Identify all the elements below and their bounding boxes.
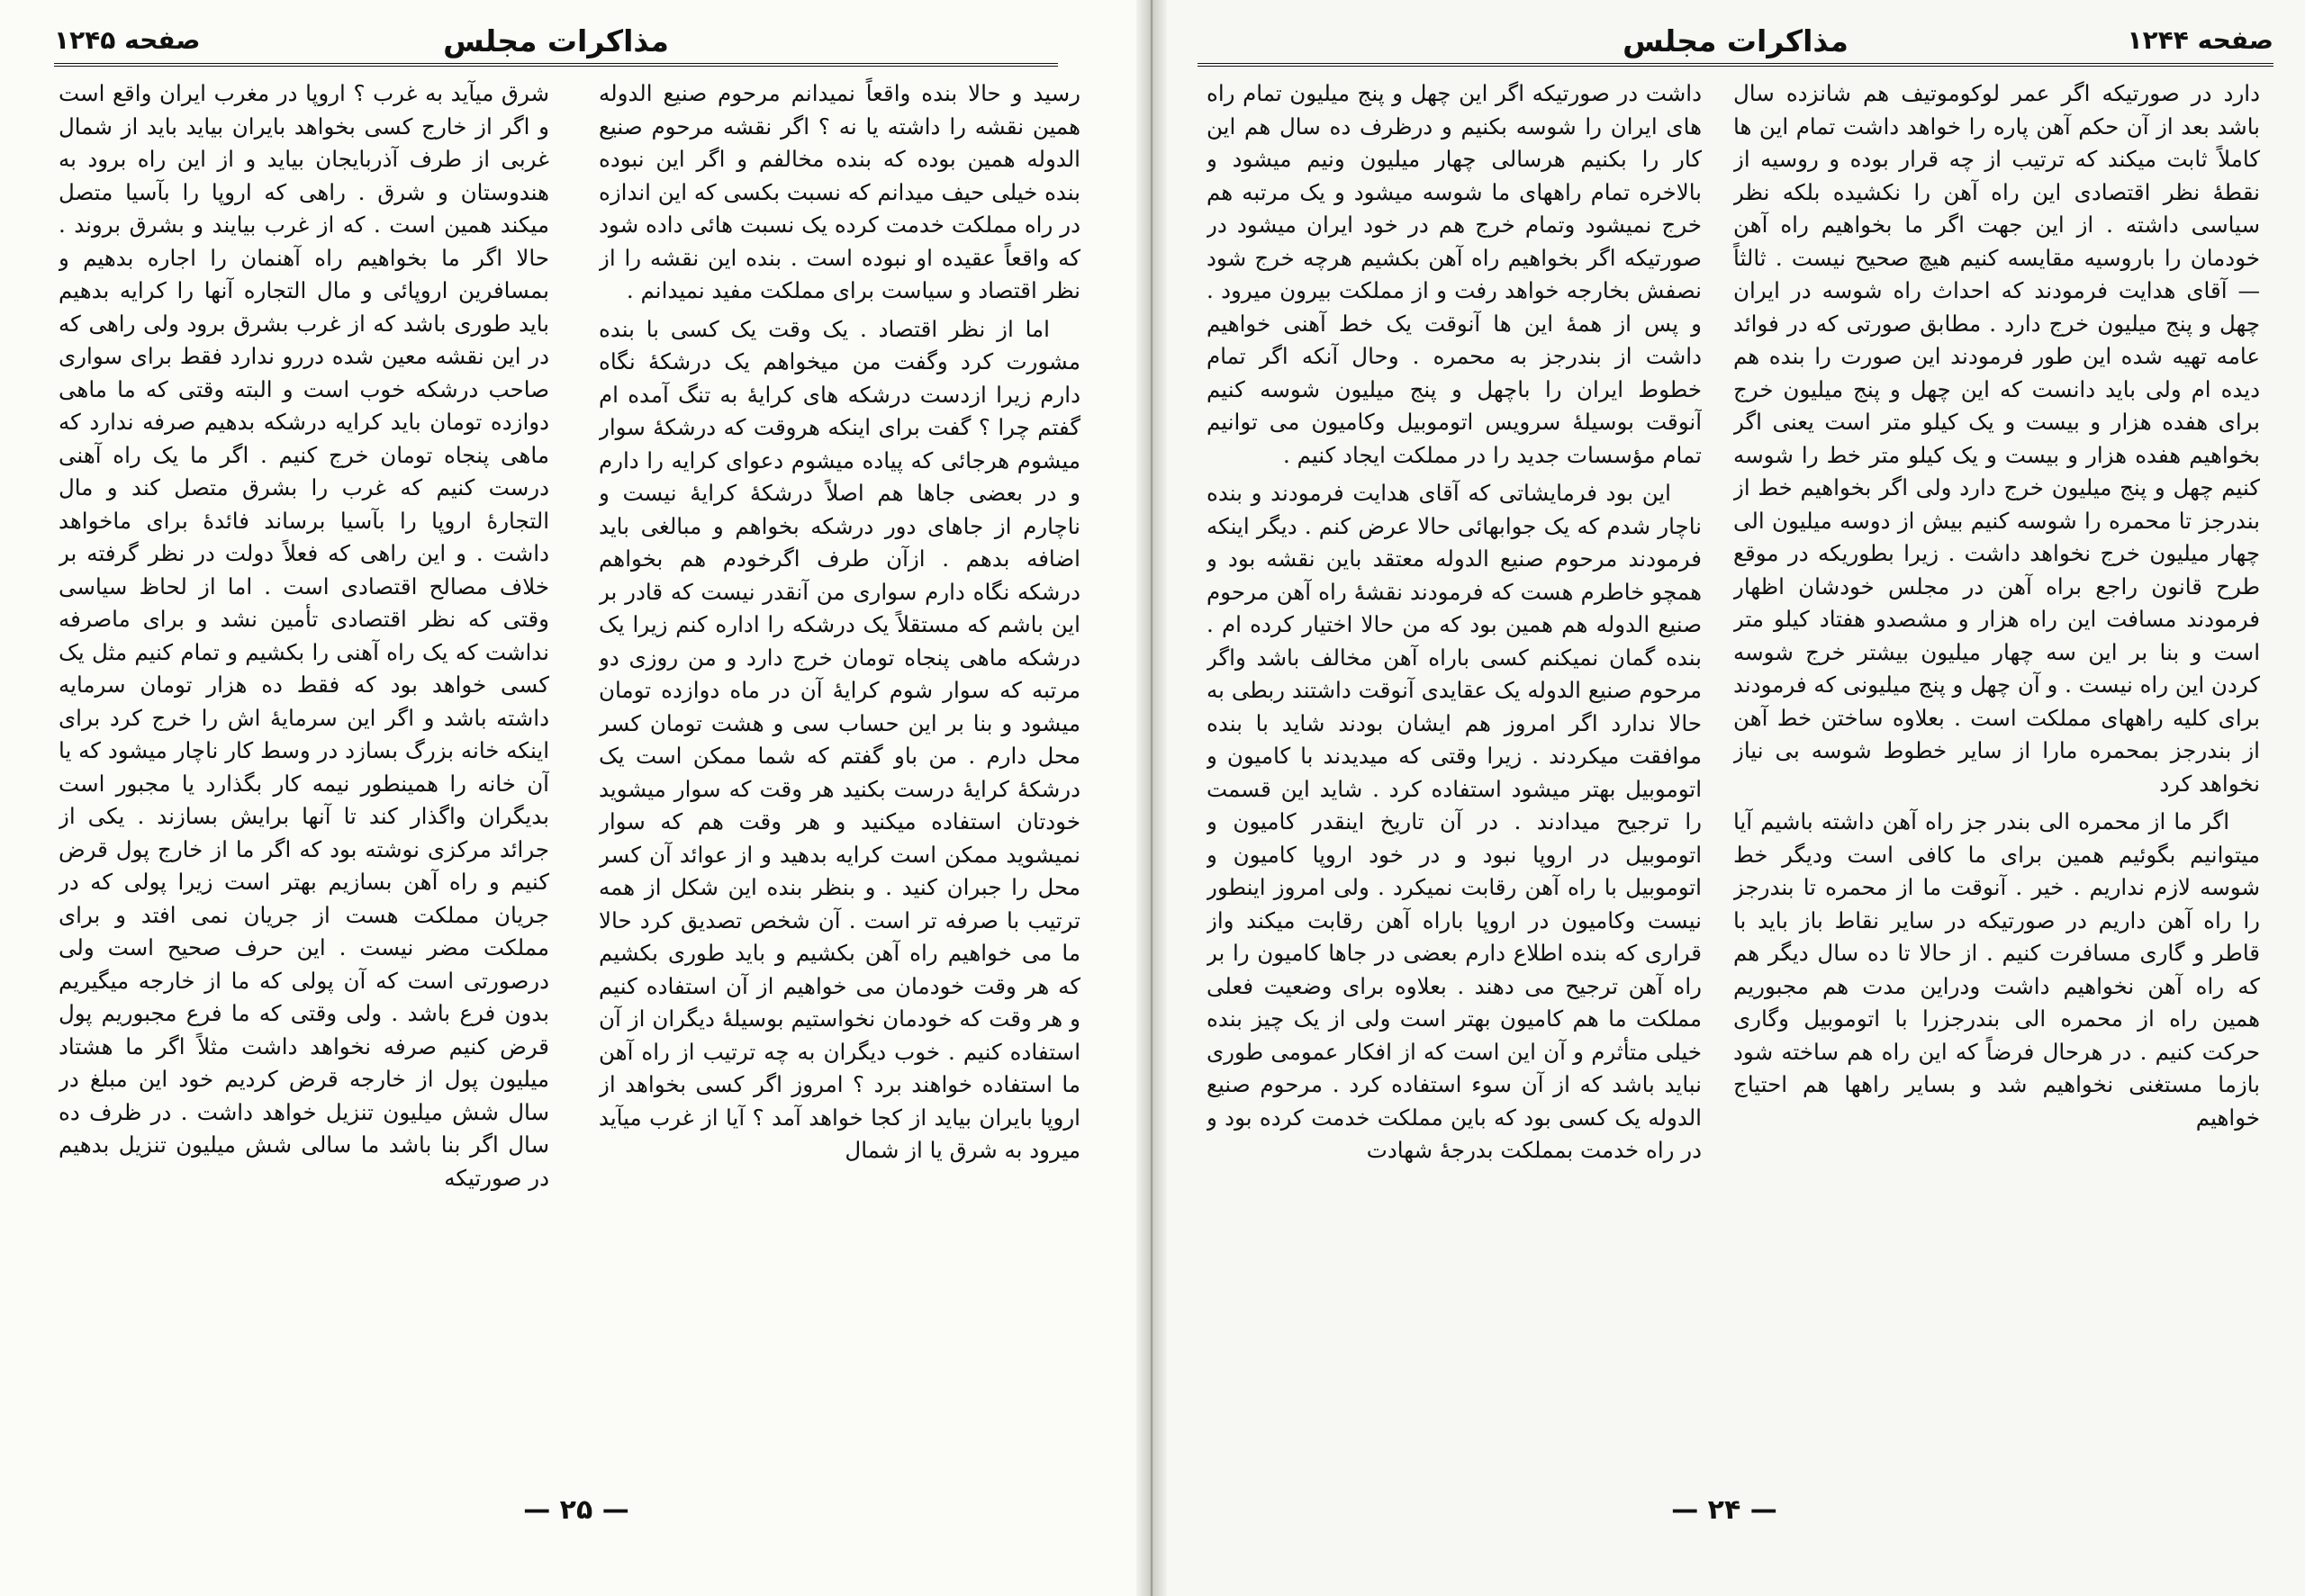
right-page-header: [1198, 20, 2273, 67]
right-journal-title: مذاکرات مجلس: [1623, 23, 1849, 59]
paragraph: داشت در صورتیکه اگر این چهل و پنج میلیون تمام راه های ایران را شوسه بکنیم و درظرف ده سال هم این کار را بکنیم هرسالی چهار میلیون ونیم میشود و بالاخره تمام راههای ما شوسه میشود و یک مرتبه هم خرج نمیشود وتمام خرج هم در خود ایران میشود در صورتیکه اگر بخواهیم راه آهن بکشیم هرچه خرج شود نصفش بخارجه خواهد رفت و از مملکت بیرون میرود . و پس از همهٔ این ها آنوقت یک خط آهنی خواهیم داشت از بندرجز به محمره . وحال آنکه اگر تمام خطوط ایران را باچهل و پنج میلیون شوسه کنیم آنوقت بوسیلهٔ سرویس اتوموبیل وکامیون می توانیم تمام مؤسسات جدید را در مملکت ایجاد کنیم .: [1207, 80, 1702, 468]
right-page-number: صفحه ۱۲۴۴: [2127, 25, 2273, 55]
paragraph: اما از نظر اقتصاد . یک وقت یک کسی با بنده مشورت کرد وگفت من میخواهم یک درشکهٔ نگاه دارم زیرا ازدست درشکه های کرایهٔ به تنگ آمده ام گفتم چرا ؟ گفت برای اینکه هروقت که درشکهٔ سوار میشوم هرجائی که پیاده میشوم دعوای کرایه را دارم و در بعضی جاها هم اصلاً درشکهٔ کرایهٔ نیست و ناچارم از جاهای دور درشکه بخواهم و مبالغی باید اضافه بدهم . ازآن طرف اگرخودم هم بخواهم درشکه نگاه دارم سواری من آنقدر نیست که قادر بر این باشم که مستقلاً یک درشکه را اداره کنم زیرا یک درشکه ماهی پنجاه تومان خرج دارد و من روزی دو مرتبه که سوار شوم کرایهٔ آن در ماه دوازده تومان میشود و بنا بر این حساب سی و هشت تومان کسر محل دارم . من باو گفتم که شما ممکن است یک درشکهٔ کرایهٔ درست بکنید هر وقت که سوار میشوید خودتان استفاده میکنید و هر وقت هم که سوار نمیشوید ممکن است کرایه بدهید و از عوائد آن کسر محل را جبران کنید . و بنظر بنده این شکل از همه ترتیب با صرفه تر است . آن شخص تصدیق کرد حالا ما می خواهیم راه آهن بکشیم و باید طوری بکشیم که هر وقت خودمان می خواهیم از آن استفاده کنیم و هر وقت که خودمان نخواستیم بوسیلهٔ دیگران از آن استفاده کنیم . خوب دیگران به چه ترتیب از راه آهن ما استفاده خواهند برد ؟ امروز اگر کسی بخواهد از اروپا بایران بیاید از کجا خواهد آمد ؟ آیا از غرب میآید میرود به شرق یا از شمال: [599, 315, 1080, 1163]
left-page-header: [54, 20, 1058, 67]
paragraph: این بود فرمایشاتی که آقای هدایت فرمودند و بنده ناچار شدم که یک جوابهائی حالا عرض کنم . دیگر اینکه فرمودند مرحوم صنیع الدوله معتقد باین نقشه بود و همچو خاطرم هست که فرمودند نقشهٔ راه آهن مرحوم صنیع الدوله هم همین بود که من حالا اختیار کرده ام . بنده گمان نمیکنم کسی باراه آهن مخالف باشد واگر مرحوم صنیع الدوله یک عقایدی آنوقت داشتند ربطی به حالا ندارد اگر امروز هم ایشان بودند شاید با بنده موافقت میکردند . زیرا وقتی که میدیدند با کامیون و اتوموبیل بهتر میشود استفاده کرد . شاید این قسمت را ترجیح میدادند . در آن تاریخ اینقدر کامیون و اتوموبیل در اروپا نبود و در خود اروپا کامیون و اتوموبیل با راه آهن رقابت نمیکرد . ولی امروز اینطور نیست وکامیون در اروپا باراه آهن رقابت میکند واز قراری که بنده اطلاع دارم بعضی در جاها کامیون را بر راه آهن ترجیح می دهند . بعلاوه برای وضعیت فعلی مملکت ما هم کامیون بهتر است ولی از یک چیز بنده خیلی متأثرم و آن این است که از افکار عمومی طوری نباید باشد که از آن سوء استفاده کرد . مرحوم صنیع الدوله یک کسی بود که باین مملکت خدمت کرده بود و در راه خدمت بمملکت بدرجهٔ شهادت: [1207, 480, 1702, 1163]
right-folio: — ۲۴ —: [1671, 1494, 1777, 1526]
left-page: [0, 0, 1148, 1596]
right-page-left-column: [1207, 77, 1702, 1482]
left-journal-title: مذاکرات مجلس: [443, 23, 669, 59]
book-gutter: [1136, 0, 1167, 1596]
paragraph: دارد در صورتیکه اگر عمر لوکوموتیف هم شانزده سال باشد بعد از آن حکم آهن پاره را خواهد داشت تمام این ها کاملاً ثابت میکند که ترتیب از چه قرار بوده و روسیه از نقطهٔ نظر اقتصادی این راه آهن را نکشیده بلکه نظر سیاسی داشته . از این جهت اگر ما بخواهیم راه آهن خودمان را باروسیه مقایسه کنیم هیچ صحیح نیست . ثالثاً — آقای هدایت فرمودند که احداث راه شوسه در ایران چهل و پنج میلیون خرج دارد . مطابق صورتی که در فوائد عامه تهیه شده این طور فرمودند این صورت را بنده هم دیده ام ولی باید دانست که این چهل و پنج میلیون خرج برای هفده هزار و بیست و یک کیلو متر است یعنی اگر بخواهیم هفده هزار و بیست و یک کیلو متر خط را شوسه کنیم چهل و پنج میلیون خرج دارد ولی اگر بخواهیم خط از بندرجز تا محمره را شوسه کنیم بیش از دوسه میلیون الی چهار میلیون خرج نخواهد داشت . زیرا بطوریکه در موقع طرح قانون راجع براه آهن در مجلس خودشان اظهار فرمودند مسافت این راه هزار و مشصدو هفتاد کیلو متر است و بنا بر این سه چهار میلیون بیشتر خرج شوسه کردن این راه نیست . و آن چهل و پنج میلیونی که فرمودند برای کلیه راههای مملکت است . بعلاوه ساختن خط آهن از بندرجز بمحمره مارا از سایر خطوط شوسه بی نیاز نخواهد کرد: [1733, 80, 2260, 797]
paragraph: رسید و حالا بنده واقعاً نمیدانم مرحوم صنیع الدوله همین نقشه را داشته یا نه ؟ اگر نقشه مرحوم صنیع الدوله همین بوده که بنده مخالفم و اگر این نبوده بنده خیلی حیف میدانم که نسبت بکسی که این اندازه در راه مملکت خدمت کرده یک نسبت هائی داده شود که واقعاً عقیده او نبوده است . بنده این نقشه را از نظر اقتصاد و سیاست برای مملکت مفید نمیدانم .: [599, 80, 1080, 303]
paragraph: شرق میآید به غرب ؟ اروپا در مغرب ایران واقع است و اگر از خارج کسی بخواهد بایران بیاید باید از شمال غربی از طرف آذربایجان بیاید و از این راه برود به هندوستان و شرق . راهی که اروپا را بآسیا متصل میکند همین است . که از غرب بیایند و بشرق بروند . حالا اگر ما بخواهیم راه آهنمان را اجاره بدهیم و بمسافرین اروپائی و مال التجاره آنها را کرایه بدهیم باید طوری باشد که از غرب بشرق برود ولی راهی که در این نقشه معین شده دررو ندارد فقط برای سواری صاحب درشکه خوب است و البته وقتی که ما ماهی دوازده تومان باید کرایه درشکه بدهیم صرفه ندارد که ماهی پنجاه تومان خرج کنیم . اگر ما یک راه آهنی درست کنیم که غرب را بشرق متصل کند و مال التجارهٔ اروپا را بآسیا برساند فائدهٔ برای ماخواهد داشت . و این راهی که فعلاً دولت در نظر گرفته بر خلاف مصالح اقتصادی است . اما از لحاظ سیاسی وقتی که نظر اقتصادی تأمین نشد و برای ماصرفه نداشت که یک راه آهنی را بکشیم و تمام کنیم مثل یک کسی خواهد بود که فقط ده هزار تومان سرمایه داشته باشد و اگر این سرمایهٔ اش را خرج کرد برای اینکه خانه بزرگ بسازد در وسط کار ناچار میشود که یا آن خانه را همینطور نیمه کار بگذارد یا مجبور است بدیگران واگذار کند تا آنها برایش بسازند . یکی از جرائد مرکزی نوشته بود که اگر ما از خارج پول قرض کنیم و راه آهن بسازیم بهتر است زیرا پولی که در جریان مملکت هست از جریان نمی افتد و برای مملکت مضر نیست . این حرف صحیح است ولی درصورتی است که آن پولی که ما از خارجه میگیریم بدون فرع باشد . ولی وقتی که ما فرع مجبوریم پول قرض کنیم صرفه نخواهد داشت مثلاً اگر ما هشتاد میلیون پول از خارجه قرض کردیم خود این مبلغ در سال شش میلیون تنزیل خواهد داشت . در ظرف ده سال اگر بنا باشد ما سالی شش میلیون تنزیل بدهیم در صورتیکه: [59, 80, 549, 1191]
left-page-number: صفحه ۱۲۴۵: [54, 25, 201, 55]
paragraph: اگر ما از محمره الی بندر جز راه آهن داشته باشیم آیا میتوانیم بگوئیم همین برای ما کافی است ودیگر خط شوسه لازم نداریم . خیر . آنوقت ما از محمره تا بندرجز را راه آهن داریم در صورتیکه در سایر نقاط باز باید با قاطر و گاری مسافرت کنیم . از حالا تا ده سال دیگر هم که راه آهن نخواهیم داشت ودراین مدت هم مجبوریم همین راه از محمره الی بندرجزرا با اتوموبیل وگاری حرکت کنیم . در هرحال فرضاً که این راه هم ساخته شود بازما مستغنی نخواهیم شد و بسایر راهها هم احتیاج خواهیم: [1733, 808, 2260, 1131]
right-page: [1157, 0, 2305, 1596]
left-page-right-column: [599, 77, 1080, 1482]
right-page-right-column: [1733, 77, 2260, 1482]
left-page-left-column: [59, 77, 549, 1482]
left-folio: — ۲۵ —: [523, 1494, 629, 1526]
